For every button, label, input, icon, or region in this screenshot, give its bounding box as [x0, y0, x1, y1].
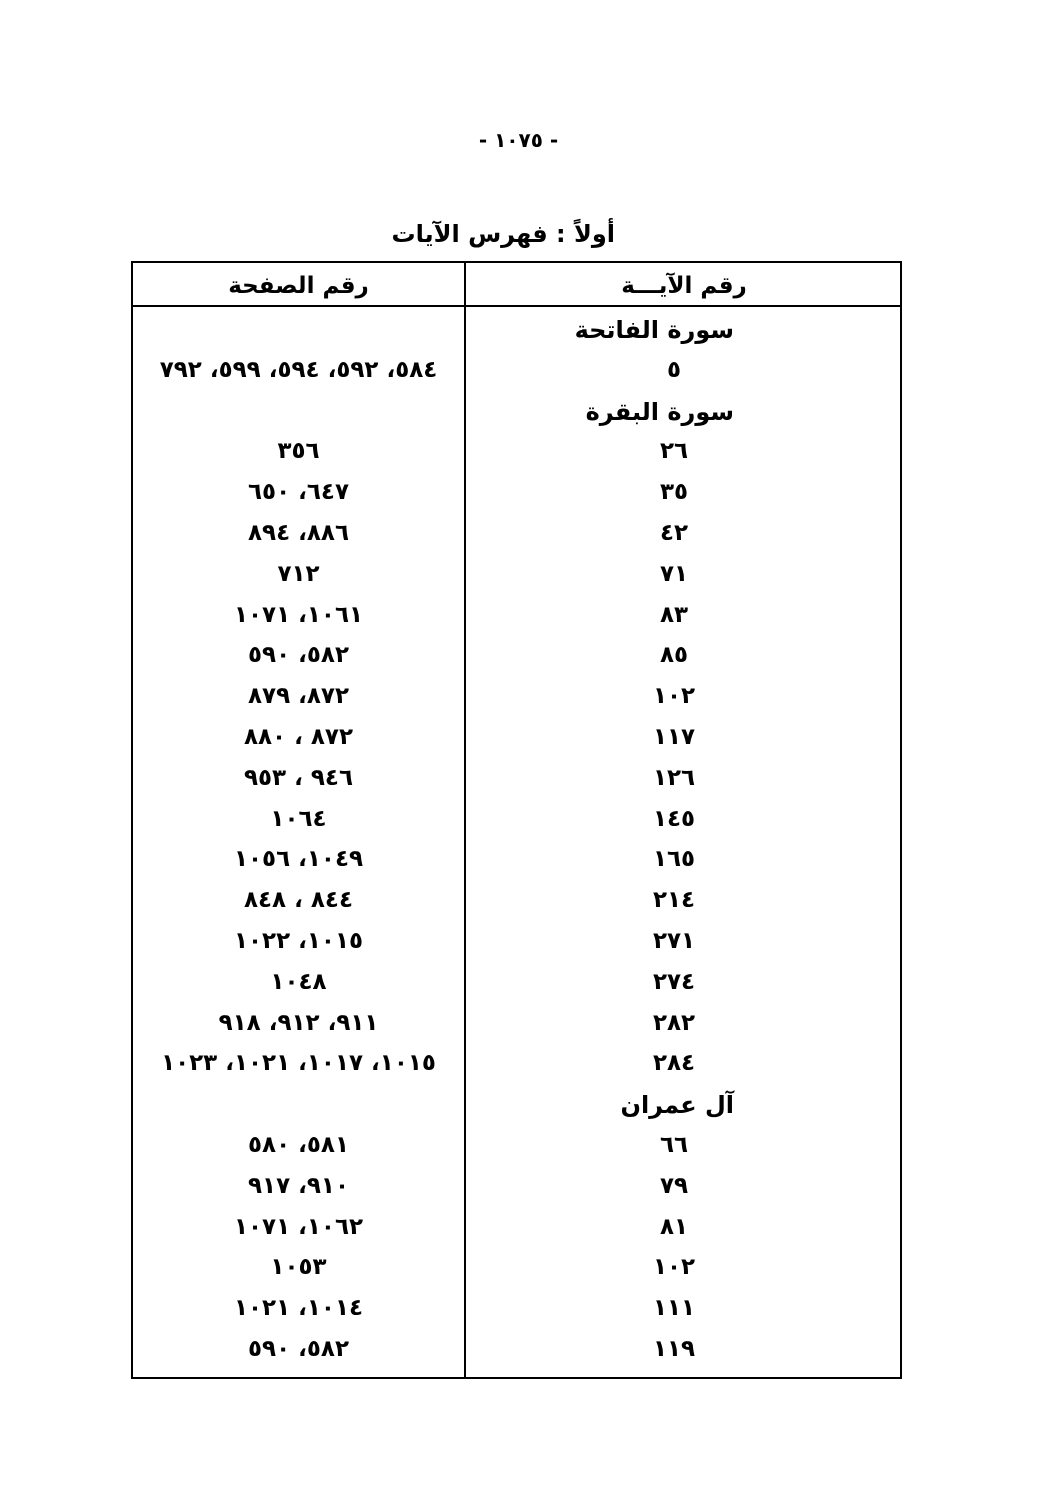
page-references: ٥٨٤، ٥٩٢، ٥٩٤، ٥٩٩، ٧٩٢	[159, 357, 438, 383]
ayah-number: ٢١٤	[652, 887, 696, 913]
ayah-number: ١٤٥	[652, 806, 696, 832]
page-references: ١٠٤٩، ١٠٥٦	[233, 846, 364, 872]
page-references: ٣٥٦	[277, 438, 320, 464]
ayah-number: ١٢٦	[652, 765, 696, 791]
header-ayah-number: رقم الآيـــة	[621, 273, 747, 299]
page-references: ٥٨١، ٥٨٠	[248, 1132, 349, 1158]
surah-heading: سورة الفاتحة	[574, 316, 734, 344]
page-references: ٧١٢	[277, 561, 320, 587]
ayah-number: ٨١	[659, 1214, 689, 1240]
ayah-number: ١١١	[652, 1295, 696, 1321]
page-references: ٨٧٢ ، ٨٨٠	[243, 724, 353, 750]
ayah-number: ٢٦	[659, 438, 689, 464]
ayah-number: ٧٩	[659, 1173, 689, 1199]
page-references: ٨٤٤ ، ٨٤٨	[243, 887, 353, 913]
ayah-number: ٨٥	[659, 642, 689, 668]
ayah-number: ١٦٥	[652, 846, 696, 872]
surah-heading: سورة البقرة	[585, 398, 734, 426]
ayah-number: ١٠٢	[652, 1254, 696, 1280]
ayah-number: ٢٧١	[652, 928, 696, 954]
header-page-number: رقم الصفحة	[228, 273, 369, 299]
page-references: ٩٤٦ ، ٩٥٣	[243, 765, 353, 791]
verse-index-table	[131, 261, 902, 1379]
ayah-number: ٢٨٤	[652, 1050, 696, 1076]
page-references: ٩١٠، ٩١٧	[248, 1173, 349, 1199]
ayah-number: ٧١	[659, 561, 689, 587]
ayah-number: ٢٧٤	[652, 969, 696, 995]
surah-heading: آل عمران	[620, 1091, 734, 1119]
page-references: ١٠٥٣	[270, 1254, 327, 1280]
column-divider	[464, 263, 466, 1377]
header-divider	[133, 305, 900, 307]
ayah-number: ٨٣	[659, 602, 689, 628]
page-references: ١٠٤٨	[270, 969, 327, 995]
page-references: ٨٨٦، ٨٩٤	[248, 520, 349, 546]
ayah-number: ٥	[666, 357, 682, 383]
page-references: ١٠٦١، ١٠٧١	[233, 602, 364, 628]
page-references: ١٠٦٤	[270, 806, 327, 832]
ayah-number: ٣٥	[659, 479, 689, 505]
page-references: ٩١١، ٩١٢، ٩١٨	[218, 1010, 379, 1036]
index-title: أولاً : فهرس الآيات	[391, 220, 615, 248]
page-references: ١٠١٥، ١٠١٧، ١٠٢١، ١٠٢٣	[161, 1050, 436, 1076]
page-references: ٥٨٢، ٥٩٠	[248, 642, 349, 668]
page-references: ٨٧٢، ٨٧٩	[248, 683, 349, 709]
ayah-number: ١١٩	[652, 1336, 696, 1362]
ayah-number: ٦٦	[659, 1132, 689, 1158]
page-references: ٦٤٧، ٦٥٠	[248, 479, 349, 505]
page-references: ١٠٦٢، ١٠٧١	[233, 1214, 364, 1240]
ayah-number: ١٠٢	[652, 683, 696, 709]
page-references: ١٠١٥، ١٠٢٢	[233, 928, 364, 954]
page-references: ٥٨٢، ٥٩٠	[248, 1336, 349, 1362]
page-number: - ١٠٧٥ -	[478, 128, 559, 152]
page-references: ١٠١٤، ١٠٢١	[233, 1295, 364, 1321]
ayah-number: ٤٢	[659, 520, 689, 546]
ayah-number: ٢٨٢	[652, 1010, 696, 1036]
ayah-number: ١١٧	[652, 724, 696, 750]
